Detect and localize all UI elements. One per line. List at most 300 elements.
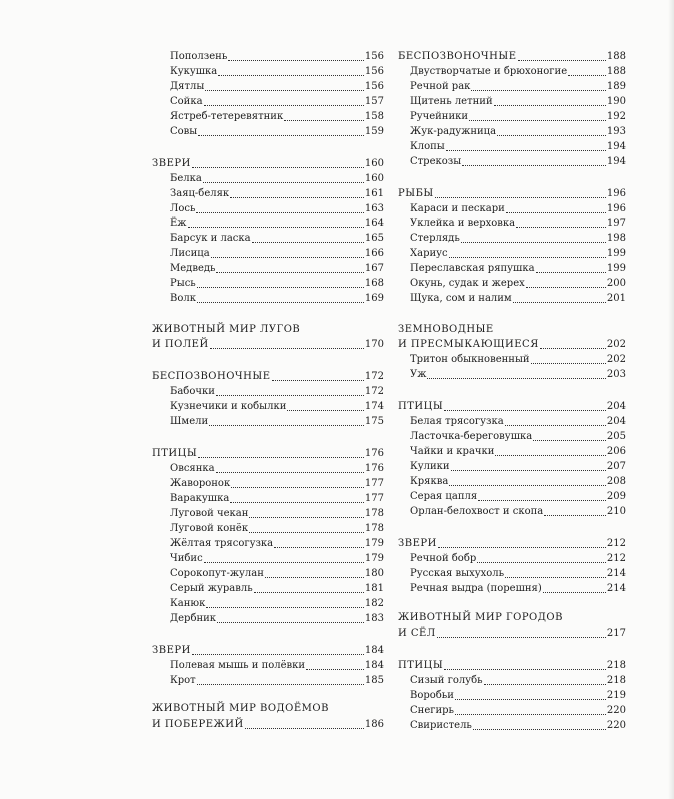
dot-leader	[438, 547, 606, 548]
dot-leader	[231, 487, 364, 488]
toc-entry[interactable]	[170, 520, 384, 535]
entry-title: Бабочки	[170, 386, 215, 397]
dot-leader	[218, 75, 364, 76]
entry-title: Медведь	[170, 263, 216, 274]
entry-page: 192	[606, 111, 626, 122]
section-title: ПТИЦЫ	[398, 401, 444, 412]
entry-title: Орлан-белохвост и скопа	[410, 506, 544, 517]
entry-page: 168	[364, 278, 384, 289]
entry-title: Ястреб-тетеревятник	[170, 111, 284, 122]
entry-page: 205	[606, 431, 626, 442]
entry-page: 199	[606, 263, 626, 274]
dot-leader	[477, 562, 606, 563]
dot-leader	[204, 105, 364, 106]
dot-leader	[506, 212, 606, 213]
toc-entry[interactable]	[410, 93, 626, 108]
entry-title: Полевая мышь и полёвки	[170, 660, 306, 671]
chapter-title: ЖИВОТНЫЙ МИР ЛУГОВ	[152, 324, 301, 335]
entry-title: Белая трясогузка	[410, 416, 504, 427]
dot-leader	[435, 197, 606, 198]
entry-title: Кузнечики и кобылки	[170, 401, 287, 412]
entry-page: 218	[606, 675, 626, 686]
toc-section-heading[interactable]	[398, 398, 626, 413]
toc-section-heading[interactable]	[152, 368, 384, 383]
toc-entry[interactable]	[170, 170, 384, 185]
entry-title: Сорокопут-жулан	[170, 568, 264, 579]
toc-section-heading[interactable]	[398, 535, 626, 550]
entry-title: Рысь	[170, 278, 196, 289]
entry-page: 218	[606, 660, 626, 671]
dot-leader	[497, 135, 606, 136]
toc-entry[interactable]	[410, 503, 626, 518]
entry-title: Дятлы	[170, 81, 205, 92]
entry-page: 184	[364, 645, 384, 656]
entry-title: Волк	[170, 293, 196, 304]
entry-page: 188	[606, 66, 626, 77]
dot-leader	[198, 457, 364, 458]
entry-page: 177	[364, 493, 384, 504]
entry-title: Кукушка	[170, 66, 218, 77]
toc-entry[interactable]	[170, 657, 384, 672]
entry-page: 172	[364, 371, 384, 382]
entry-page: 196	[606, 188, 626, 199]
dot-leader	[254, 592, 364, 593]
entry-page: 197	[606, 218, 626, 229]
toc-entry[interactable]	[170, 413, 384, 428]
entry-page: 184	[364, 660, 384, 671]
entry-page: 202	[606, 354, 626, 365]
entry-page: 190	[606, 96, 626, 107]
entry-page: 156	[364, 66, 384, 77]
entry-page: 180	[364, 568, 384, 579]
toc-entry[interactable]	[410, 260, 626, 275]
entry-page: 212	[606, 538, 626, 549]
entry-page: 201	[606, 293, 626, 304]
dot-leader	[216, 272, 363, 273]
entry-page: 166	[364, 248, 384, 259]
entry-page: 198	[606, 233, 626, 244]
entry-title: Барсук и ласка	[170, 233, 251, 244]
toc-entry[interactable]	[410, 458, 626, 473]
dot-leader	[513, 302, 606, 303]
toc-entry[interactable]	[170, 550, 384, 565]
entry-page: 212	[606, 553, 626, 564]
toc-entry[interactable]	[170, 108, 384, 123]
entry-page: 196	[606, 203, 626, 214]
entry-title: Щитень летний	[410, 96, 493, 107]
entry-page: 214	[606, 583, 626, 594]
entry-page: 169	[364, 293, 384, 304]
dot-leader	[451, 470, 606, 471]
toc-entry[interactable]	[410, 78, 626, 93]
dot-leader	[518, 60, 606, 61]
dot-leader	[478, 500, 606, 501]
toc-entry[interactable]	[170, 48, 384, 63]
entry-title: Свиристель	[410, 720, 472, 731]
entry-page: 176	[364, 463, 384, 474]
chapter-title-line2: И ПРЕСМЫКАЮЩИЕСЯ	[398, 339, 539, 350]
dot-leader	[462, 165, 606, 166]
toc-chapter-entry[interactable]	[398, 625, 626, 640]
entry-page: 207	[606, 461, 626, 472]
dot-leader	[494, 105, 606, 106]
entry-page: 220	[606, 720, 626, 731]
dot-leader	[197, 287, 364, 288]
entry-page: 189	[606, 81, 626, 92]
dot-leader	[444, 669, 606, 670]
toc-entry[interactable]	[410, 550, 626, 565]
dot-leader	[531, 363, 606, 364]
dot-leader	[272, 380, 364, 381]
toc-entry[interactable]	[170, 63, 384, 78]
section-title: ЗВЕРИ	[152, 645, 191, 656]
toc-entry[interactable]	[170, 505, 384, 520]
toc-entry[interactable]	[170, 610, 384, 625]
dot-leader	[449, 257, 606, 258]
section-title: ПТИЦЫ	[152, 448, 198, 459]
entry-page: 193	[606, 126, 626, 137]
entry-title: Лисица	[170, 248, 210, 259]
dot-leader	[205, 90, 364, 91]
dot-leader	[216, 472, 364, 473]
entry-title: Варакушка	[170, 493, 230, 504]
toc-entry[interactable]	[410, 366, 626, 381]
section-title: ПТИЦЫ	[398, 660, 444, 671]
toc-entry[interactable]	[170, 185, 384, 200]
dot-leader	[455, 714, 606, 715]
page-edge-shadow	[668, 0, 674, 799]
entry-page: 199	[606, 248, 626, 259]
entry-page: 209	[606, 491, 626, 502]
dot-leader	[455, 699, 606, 700]
entry-page: 174	[364, 401, 384, 412]
dot-leader	[188, 227, 364, 228]
entry-page: 179	[364, 553, 384, 564]
toc-entry[interactable]	[170, 460, 384, 475]
entry-page: 183	[364, 613, 384, 624]
chapter-title: ЗЕМНОВОДНЫЕ	[398, 324, 494, 335]
dot-leader	[437, 637, 606, 638]
entry-page: 203	[606, 369, 626, 380]
toc-entry[interactable]	[410, 443, 626, 458]
entry-page: 161	[364, 188, 384, 199]
dot-leader	[245, 728, 364, 729]
dot-leader	[230, 502, 364, 503]
toc-entry[interactable]	[170, 672, 384, 687]
dot-leader	[540, 348, 606, 349]
dot-leader	[536, 272, 606, 273]
toc-chapter-entry[interactable]	[398, 336, 626, 351]
toc-entry[interactable]	[410, 428, 626, 443]
toc-entry[interactable]	[410, 230, 626, 245]
toc-section-heading[interactable]	[398, 48, 626, 63]
toc-entry[interactable]	[410, 565, 626, 580]
entry-title: Русская выхухоль	[410, 568, 505, 579]
dot-leader	[209, 425, 364, 426]
entry-title: Сойка	[170, 96, 203, 107]
dot-leader	[544, 515, 606, 516]
toc-entry[interactable]	[170, 200, 384, 215]
entry-page: 204	[606, 416, 626, 427]
entry-page: 202	[606, 339, 626, 350]
entry-title: Луговой чекан	[170, 508, 249, 519]
entry-title: Тритон обыкновенный	[410, 354, 530, 365]
dot-leader	[204, 562, 364, 563]
entry-title: Лось	[170, 203, 196, 214]
entry-page: 217	[606, 628, 626, 639]
entry-title: Переславская ряпушка	[410, 263, 535, 274]
toc-entry[interactable]	[410, 351, 626, 366]
toc-entry[interactable]	[410, 108, 626, 123]
toc-entry[interactable]	[170, 290, 384, 305]
toc-chapter-entry[interactable]	[152, 336, 384, 351]
entry-page: 194	[606, 141, 626, 152]
section-title: БЕСПОЗВОНОЧНЫЕ	[152, 371, 271, 382]
toc-entry[interactable]	[170, 215, 384, 230]
toc-entry[interactable]	[170, 245, 384, 260]
dot-leader	[210, 348, 364, 349]
entry-title: Ласточка-береговушка	[410, 431, 533, 442]
toc-entry[interactable]	[170, 490, 384, 505]
toc-entry[interactable]	[410, 245, 626, 260]
entry-page: 181	[364, 583, 384, 594]
entry-title: Снегирь	[410, 705, 454, 716]
entry-title: Крот	[170, 675, 196, 686]
dot-leader	[473, 729, 606, 730]
toc-entry[interactable]	[410, 153, 626, 168]
entry-page: 156	[364, 51, 384, 62]
entry-title: Жёлтая трясогузка	[170, 538, 274, 549]
entry-page: 214	[606, 568, 626, 579]
entry-title: Канюк	[170, 598, 206, 609]
entry-title: Белка	[170, 173, 202, 184]
dot-leader	[568, 75, 606, 76]
toc-entry[interactable]	[410, 290, 626, 305]
entry-title: Заяц-беляк	[170, 188, 230, 199]
dot-leader	[211, 257, 364, 258]
entry-page: 172	[364, 386, 384, 397]
dot-leader	[449, 485, 606, 486]
entry-title: Кулики	[410, 461, 450, 472]
dot-leader	[206, 607, 364, 608]
dot-leader	[484, 684, 606, 685]
dot-leader	[216, 395, 364, 396]
entry-title: Серая цапля	[410, 491, 478, 502]
toc-entry[interactable]	[170, 535, 384, 550]
dot-leader	[249, 517, 364, 518]
entry-title: Жаворонок	[170, 478, 231, 489]
entry-title: Уклейка и верховка	[410, 218, 516, 229]
toc-entry[interactable]	[410, 123, 626, 138]
entry-title: Клопы	[410, 141, 445, 152]
entry-page: 167	[364, 263, 384, 274]
dot-leader	[505, 425, 606, 426]
entry-title: Чайки и крачки	[410, 446, 495, 457]
dot-leader	[543, 592, 606, 593]
toc-chapter-entry[interactable]	[152, 716, 384, 731]
section-title: ЗВЕРИ	[398, 538, 437, 549]
entry-title: Сизый голубь	[410, 675, 483, 686]
toc-entry[interactable]	[410, 413, 626, 428]
toc-entry[interactable]	[410, 138, 626, 153]
entry-page: 164	[364, 218, 384, 229]
dot-leader	[249, 532, 364, 533]
dot-leader	[198, 135, 364, 136]
entry-page: 177	[364, 478, 384, 489]
dot-leader	[495, 455, 605, 456]
entry-page: 156	[364, 81, 384, 92]
dot-leader	[230, 197, 364, 198]
entry-title: Совы	[170, 126, 198, 137]
dot-leader	[228, 60, 364, 61]
entry-page: 206	[606, 446, 626, 457]
dot-leader	[252, 242, 364, 243]
entry-page: 159	[364, 126, 384, 137]
toc-entry[interactable]	[170, 123, 384, 138]
dot-leader	[274, 547, 364, 548]
toc-entry[interactable]	[410, 580, 626, 595]
dot-leader	[265, 577, 364, 578]
dot-leader	[196, 212, 363, 213]
entry-page: 179	[364, 538, 384, 549]
entry-title: Окунь, судак и жерех	[410, 278, 525, 289]
entry-page: 157	[364, 96, 384, 107]
entry-title: Поползень	[170, 51, 228, 62]
chapter-title-line2: И ПОЛЕЙ	[152, 339, 209, 350]
section-title: ЗВЕРИ	[152, 158, 191, 169]
chapter-title: ЖИВОТНЫЙ МИР ГОРОДОВ	[398, 612, 563, 623]
dot-leader	[526, 287, 606, 288]
entry-title: Кряква	[410, 476, 449, 487]
entry-page: 194	[606, 156, 626, 167]
entry-page: 182	[364, 598, 384, 609]
entry-title: Ручейники	[410, 111, 469, 122]
toc-entry[interactable]	[170, 565, 384, 580]
entry-title: Стерлядь	[410, 233, 460, 244]
toc-section-heading[interactable]	[152, 642, 384, 657]
dot-leader	[306, 669, 364, 670]
dot-leader	[192, 167, 364, 168]
entry-page: 185	[364, 675, 384, 686]
toc-entry[interactable]	[170, 93, 384, 108]
toc-entry[interactable]	[170, 398, 384, 413]
entry-page: 188	[606, 51, 626, 62]
entry-title: Воробьи	[410, 690, 454, 701]
chapter-title-line2: И СЁЛ	[398, 628, 436, 639]
toc-entry[interactable]	[170, 230, 384, 245]
dot-leader	[444, 410, 606, 411]
entry-title: Ёж	[170, 218, 187, 229]
entry-page: 178	[364, 523, 384, 534]
toc-entry[interactable]	[410, 215, 626, 230]
entry-page: 208	[606, 476, 626, 487]
dot-leader	[516, 227, 606, 228]
dot-leader	[192, 654, 364, 655]
toc-entry[interactable]	[170, 475, 384, 490]
dot-leader	[469, 120, 606, 121]
dot-leader	[197, 684, 364, 685]
entry-page: 210	[606, 506, 626, 517]
entry-title: Серый журавль	[170, 583, 253, 594]
dot-leader	[197, 302, 364, 303]
section-title: БЕСПОЗВОНОЧНЫЕ	[398, 51, 517, 62]
entry-page: 160	[364, 158, 384, 169]
entry-title: Овсянка	[170, 463, 215, 474]
dot-leader	[471, 90, 606, 91]
dot-leader	[446, 150, 606, 151]
entry-title: Шмели	[170, 416, 209, 427]
entry-page: 204	[606, 401, 626, 412]
toc-entry[interactable]	[410, 200, 626, 215]
toc-entry[interactable]	[170, 78, 384, 93]
entry-title: Уж	[410, 369, 427, 380]
entry-title: Двустворчатые и брюхоногие	[410, 66, 568, 77]
toc-section-heading[interactable]	[152, 445, 384, 460]
entry-page: 220	[606, 705, 626, 716]
dot-leader	[427, 378, 605, 379]
toc-entry[interactable]	[170, 580, 384, 595]
entry-page: 170	[364, 339, 384, 350]
toc-section-heading[interactable]	[398, 657, 626, 672]
entry-title: Хариус	[410, 248, 448, 259]
entry-page: 219	[606, 690, 626, 701]
toc-entry[interactable]	[410, 702, 626, 717]
toc-section-heading[interactable]	[152, 155, 384, 170]
entry-title: Речной рак	[410, 81, 471, 92]
chapter-title-line2: И ПОБЕРЕЖИЙ	[152, 719, 244, 730]
toc-entry[interactable]	[410, 672, 626, 687]
entry-page: 178	[364, 508, 384, 519]
entry-page: 160	[364, 173, 384, 184]
entry-title: Чибис	[170, 553, 203, 564]
toc-entry[interactable]	[410, 488, 626, 503]
toc-entry[interactable]	[170, 595, 384, 610]
toc-entry[interactable]	[170, 383, 384, 398]
entry-title: Луговой конёк	[170, 523, 249, 534]
entry-page: 175	[364, 416, 384, 427]
entry-page: 176	[364, 448, 384, 459]
toc-entry[interactable]	[410, 63, 626, 78]
toc-entry[interactable]	[170, 275, 384, 290]
entry-page: 200	[606, 278, 626, 289]
dot-leader	[505, 577, 606, 578]
dot-leader	[533, 440, 606, 441]
dot-leader	[203, 182, 364, 183]
toc-section-heading[interactable]	[398, 185, 626, 200]
entry-title: Речная выдра (порешня)	[410, 583, 542, 594]
dot-leader	[284, 120, 364, 121]
toc-entry[interactable]	[410, 717, 626, 732]
section-title: РЫБЫ	[398, 188, 434, 199]
entry-title: Щука, сом и налим	[410, 293, 512, 304]
chapter-title: ЖИВОТНЫЙ МИР ВОДОЁМОВ	[152, 703, 329, 714]
toc-entry[interactable]	[410, 473, 626, 488]
entry-page: 158	[364, 111, 384, 122]
entry-title: Караси и пескари	[410, 203, 505, 214]
toc-entry[interactable]	[410, 687, 626, 702]
entry-title: Дербник	[170, 613, 217, 624]
entry-title: Жук-радужница	[410, 126, 497, 137]
dot-leader	[217, 622, 364, 623]
dot-leader	[461, 242, 606, 243]
dot-leader	[287, 410, 364, 411]
entry-page: 186	[364, 719, 384, 730]
toc-entry[interactable]	[170, 260, 384, 275]
toc-entry[interactable]	[410, 275, 626, 290]
entry-page: 163	[364, 203, 384, 214]
entry-title: Речной бобр	[410, 553, 477, 564]
entry-page: 165	[364, 233, 384, 244]
